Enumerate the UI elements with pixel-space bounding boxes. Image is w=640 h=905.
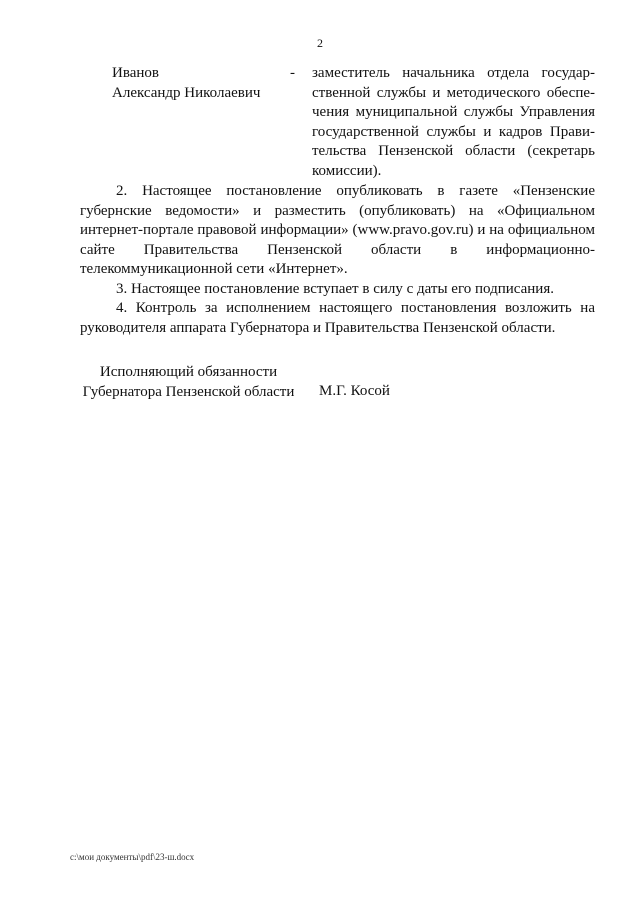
- member-name: [112, 64, 287, 103]
- member-role: [312, 64, 595, 181]
- clause-control: 4. Контроль за исполнением настоящего постановления возложить на руководителя аппарата Губернатора и Правительства Пензенской области.: [80, 300, 595, 336]
- signatory-title: [76, 363, 301, 402]
- member-given-names: Александр Николаевич: [112, 84, 261, 101]
- signatory-title-line1: Исполняющий обязанности: [99, 364, 278, 380]
- member-role-line: заместитель начальника отдела государ-: [312, 65, 595, 81]
- page-number: 2: [317, 36, 323, 50]
- clause-publication: 2. Настоящее постановление опубликовать в газете «Пензенские губернские ведомости» и разместить (опубликовать) на «Официальном интернет-портале правовой информации» (www.pravo.gov.ru) и на официальном сайте Правительства Пензенской области в информационно-телекоммуникационной сети «Интернет».: [80, 183, 595, 277]
- member-role-line: государственной службы и кадров Прави-: [312, 123, 595, 140]
- member-role-line: тельства Пензенской области (секретарь: [312, 143, 595, 159]
- member-dash: -: [290, 65, 295, 81]
- signatory-title-line2: Губернатора Пензенской области: [82, 383, 295, 400]
- member-role-line: ственной службы и методического обеспе-: [312, 84, 595, 101]
- clause-entry-into-force: 3. Настоящее постановление вступает в силу с даты его подписания.: [116, 280, 554, 297]
- member-role-line: комиссии).: [312, 162, 382, 179]
- member-surname: Иванов: [112, 65, 159, 81]
- signatory-name: М.Г. Косой: [319, 383, 390, 399]
- file-path-footer: c:\мои документы\pdf\23-ш.docx: [70, 852, 195, 862]
- member-role-line: чения муниципальной службы Управления: [312, 104, 595, 120]
- decree-clauses: [80, 182, 595, 338]
